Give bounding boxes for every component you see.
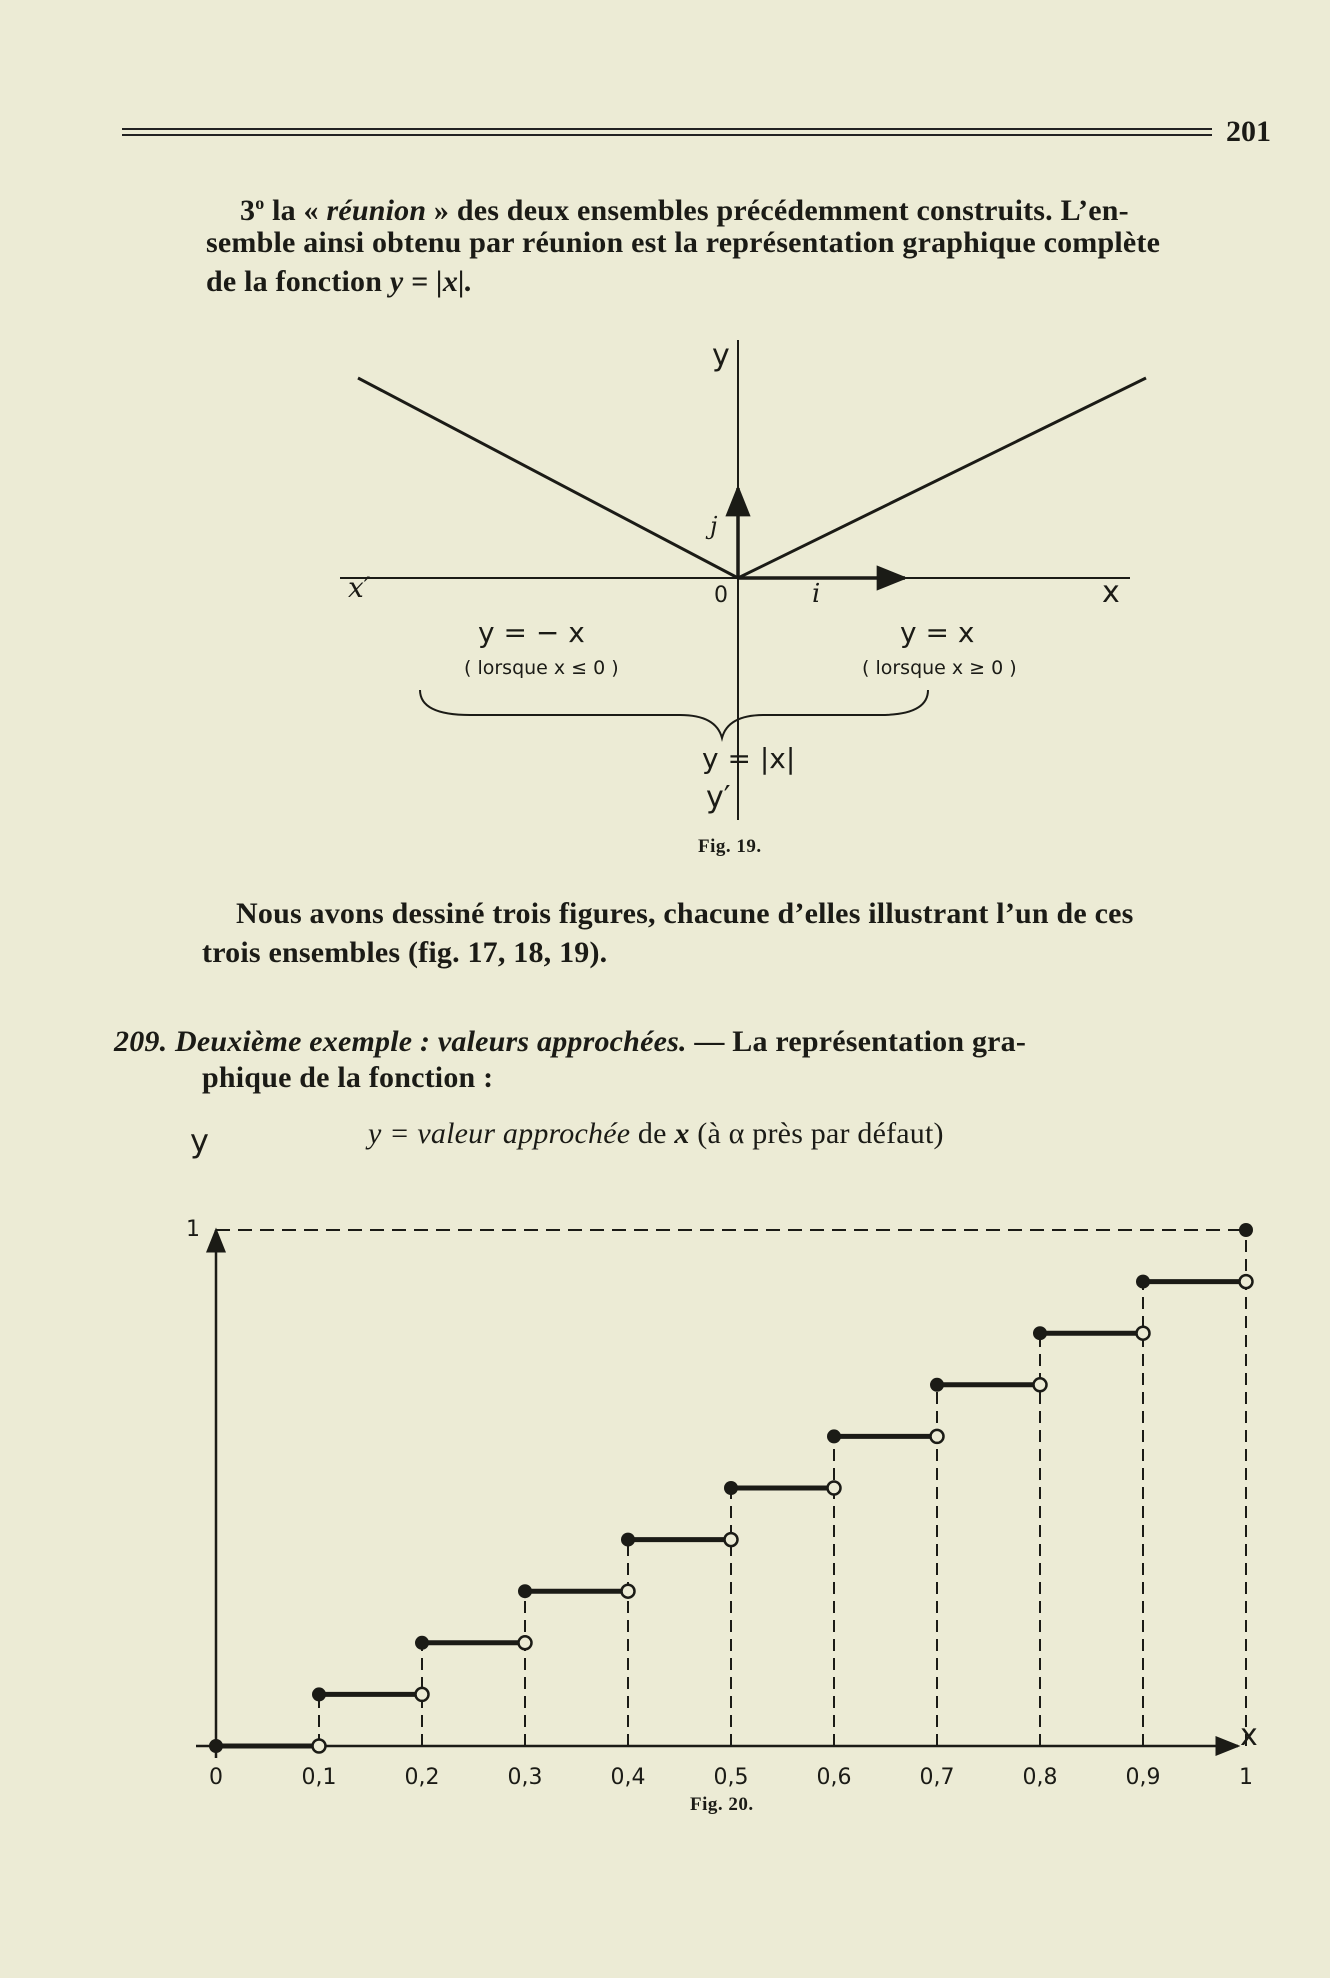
fig19-right-condition: ( lorsque x ≥ 0 ) (862, 657, 1017, 679)
fig20-open-point (828, 1482, 841, 1495)
fig20-open-point (313, 1740, 326, 1753)
fig20-closed-point (621, 1533, 635, 1547)
fig19-label-origin: 0 (714, 583, 728, 608)
fig20-closed-point (1136, 1275, 1150, 1289)
fig20-open-point (1240, 1275, 1253, 1288)
fig20-open-point (519, 1636, 532, 1649)
fig19-right-equation: y = x (900, 616, 975, 649)
header-rule-top (122, 128, 1212, 130)
fig19-line-neg (358, 378, 738, 578)
page-number: 201 (1226, 115, 1271, 148)
fig20-open-point (725, 1533, 738, 1546)
fig19-label-j: j (710, 512, 718, 540)
fig19-caption: Fig. 19. (698, 836, 762, 857)
fig20-closed-point (724, 1481, 738, 1495)
section-209-line-2: phique de la fonction : (202, 1061, 494, 1094)
fig19-label-i: i (812, 579, 821, 609)
fig19-line-pos (738, 378, 1146, 578)
fig20-open-point (1034, 1378, 1047, 1391)
fig19-union-equation: y = |x| (702, 742, 796, 775)
intro-line-3: de la fonction y = |x|. (206, 265, 473, 298)
fig20-y-tick-label: 1 (186, 1217, 200, 1242)
para2-line-1: Nous avons dessiné trois figures, chacune d’elles illustrant l’un de ces (236, 897, 1134, 930)
fig20-closed-point (415, 1636, 429, 1650)
fig20-axis-label-y: y (190, 1122, 209, 1160)
section-209-formula: y = valeur approchée de x (à α près par défaut) (368, 1117, 944, 1150)
fig20-x-tick-label: 0 (209, 1765, 223, 1790)
fig20-x-tick-label: 0,4 (610, 1765, 646, 1790)
fig20-x-tick-label: 1 (1239, 1765, 1253, 1790)
fig20-x-tick-label: 0,6 (816, 1765, 852, 1790)
fig19-left-condition: ( lorsque x ≤ 0 ) (464, 657, 619, 679)
fig19-label-x-prime: x′ (348, 571, 371, 604)
section-209-number: 209. (114, 1025, 168, 1058)
fig20-open-point (416, 1688, 429, 1701)
fig20-closed-point (209, 1739, 223, 1753)
fig20-x-tick-label: 0,3 (507, 1765, 543, 1790)
fig19-left-equation: y = − x (478, 616, 585, 649)
fig20-x-tick-label: 0,9 (1125, 1765, 1161, 1790)
fig20-closed-point (312, 1687, 326, 1701)
para2-line-2: trois ensembles (fig. 17, 18, 19). (202, 936, 608, 969)
fig20-closed-point (930, 1378, 944, 1392)
fig20-x-tick-label: 0,8 (1022, 1765, 1058, 1790)
fig20-x-tick-label: 0,1 (301, 1765, 337, 1790)
figure-19 (0, 320, 1330, 880)
fig19-label-x: x (1102, 575, 1120, 610)
fig19-label-y-prime: y′ (706, 780, 731, 815)
fig20-open-point (1137, 1327, 1150, 1340)
fig19-label-y: y (712, 338, 730, 373)
fig20-closed-point (518, 1584, 532, 1598)
section-209-heading: 209. Deuxième exemple : valeurs approchées. — La représentation gra- (114, 1025, 1027, 1058)
fig20-closed-point (1033, 1326, 1047, 1340)
section-209-title: Deuxième exemple : valeurs approchées. (175, 1025, 687, 1058)
fig20-closed-point (1239, 1223, 1253, 1237)
fig20-closed-point (827, 1429, 841, 1443)
header-rule-bottom (122, 134, 1212, 136)
fig20-axis-label-x: x (1240, 1718, 1258, 1753)
fig19-brace (420, 690, 928, 738)
fig20-open-point (622, 1585, 635, 1598)
fig20-x-tick-label: 0,5 (713, 1765, 749, 1790)
fig20-x-tick-label: 0,7 (919, 1765, 955, 1790)
figure-20 (0, 1110, 1330, 1790)
fig20-open-point (931, 1430, 944, 1443)
intro-line-2: semble ainsi obtenu par réunion est la représentation graphique complète (206, 226, 1161, 259)
fig20-caption: Fig. 20. (690, 1794, 754, 1815)
fig20-x-tick-label: 0,2 (404, 1765, 440, 1790)
intro-line-1: 3$^o$ la « réunion » des deux ensembles précédemment construits. L’en- (240, 193, 1129, 227)
